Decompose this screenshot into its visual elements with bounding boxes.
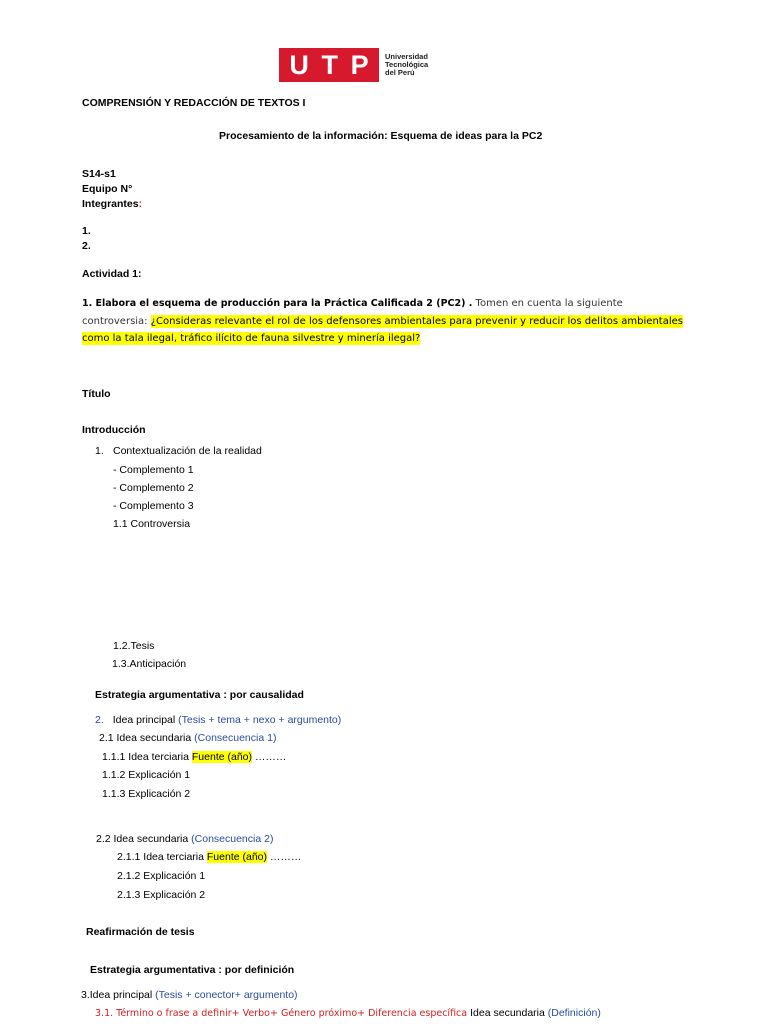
logo-name-line3: del Perú <box>385 68 415 77</box>
ter111-dots: ……… <box>252 751 287 763</box>
ter211-dots: ……… <box>267 851 302 863</box>
member-1: 1. <box>82 225 91 237</box>
explicacion-113: 1.1.3 Explicación 2 <box>102 788 191 800</box>
explicacion-213: 2.1.3 Explicación 2 <box>117 889 206 901</box>
sec21-note: (Consecuencia 1) <box>194 732 277 744</box>
complemento-2: - Complemento 2 <box>113 482 194 494</box>
sec22-label: 2.2 Idea secundaria <box>96 833 192 845</box>
def31-note: (Definición) <box>547 1007 601 1019</box>
idea-principal-2 <box>95 714 341 726</box>
idea-principal-3 <box>81 989 298 1001</box>
idea-2-note: (Tesis + tema + nexo + argumento) <box>178 714 342 726</box>
logo-name-line2: Tecnológica <box>385 60 429 69</box>
members-label-text: Integrantes <box>82 198 139 210</box>
complemento-3: - Complemento 3 <box>113 500 194 512</box>
team-number: Equipo N° <box>82 183 133 195</box>
activity-title: Actividad 1: <box>82 268 142 280</box>
item-anticipacion: 1.3.Anticipación <box>112 658 187 670</box>
members-colon: : <box>138 198 143 210</box>
course-title: COMPRENSIÓN Y REDACCIÓN DE TEXTOS I <box>82 97 306 109</box>
ter211-source: Fuente (año) <box>206 851 268 863</box>
intro-item-number: 1. <box>95 445 104 457</box>
estrategia-definicion: Estrategia argumentativa : por definición <box>90 964 295 976</box>
instruction-rest: Tomen en cuenta la siguiente controversia: <box>82 298 623 327</box>
controversy-question: ¿Consideras relevante el rol de los defensores ambientales para prevenir y reducir los delitos ambientales como la tala ilegal, tráfico ilícito de fauna silvestre y minería ilegal? <box>82 315 683 344</box>
item-controversia: 1.1 Controversia <box>113 518 191 530</box>
ter111-source: Fuente (año) <box>191 751 253 763</box>
idea-terciaria-111 <box>102 751 286 763</box>
logo-letter-t: T <box>321 49 338 80</box>
idea-2-number: 2. <box>95 714 104 726</box>
reafirmacion-tesis: Reafirmación de tesis <box>86 926 195 938</box>
definicion-31 <box>95 1007 601 1019</box>
ter211-label: 2.1.1 Idea terciaria <box>117 851 207 863</box>
members-label <box>82 198 142 210</box>
logo-letter-u: U <box>289 49 309 80</box>
session-code: S14-s1 <box>82 168 116 180</box>
idea-secundaria-22 <box>96 833 273 845</box>
idea-secundaria-21 <box>99 732 276 744</box>
idea-3-label: 3.Idea principal <box>81 989 156 1001</box>
sec21-label: 2.1 Idea secundaria <box>99 732 195 744</box>
intro-item-contextualizacion: Contextualización de la realidad <box>113 445 262 457</box>
sec22-note: (Consecuencia 2) <box>191 833 274 845</box>
instruction-lead: 1. Elabora el esquema de producción para la Práctica Calificada 2 (PC2) . <box>82 298 473 309</box>
estrategia-causalidad: Estrategia argumentativa : por causalidad <box>95 689 304 701</box>
idea-2-label: Idea principal <box>112 714 179 726</box>
item-tesis: 1.2.Tesis <box>113 640 155 652</box>
ter111-label: 1.1.1 Idea terciaria <box>102 751 192 763</box>
activity-instruction <box>82 295 686 348</box>
def31-formula: 3.1. Término o frase a definir+ Verbo+ Género próximo+ Diferencia específica <box>95 1008 471 1019</box>
section-introduccion: Introducción <box>82 424 146 436</box>
member-2: 2. <box>82 240 91 252</box>
utp-logo <box>279 48 445 82</box>
document-subtitle: Procesamiento de la información: Esquema de ideas para la PC2 <box>219 130 543 142</box>
logo-mark <box>279 48 379 82</box>
section-titulo: Título <box>82 388 111 400</box>
explicacion-112: 1.1.2 Explicación 1 <box>102 769 191 781</box>
logo-name-line1: Universidad <box>385 52 428 61</box>
idea-terciaria-211 <box>117 851 301 863</box>
explicacion-212: 2.1.2 Explicación 1 <box>117 870 206 882</box>
idea-3-note: (Tesis + conector+ argumento) <box>155 989 298 1001</box>
complemento-1: - Complemento 1 <box>113 464 194 476</box>
def31-secondary: Idea secundaria <box>470 1007 548 1019</box>
logo-letter-p: P <box>350 49 369 80</box>
logo-wordmark <box>385 53 445 77</box>
